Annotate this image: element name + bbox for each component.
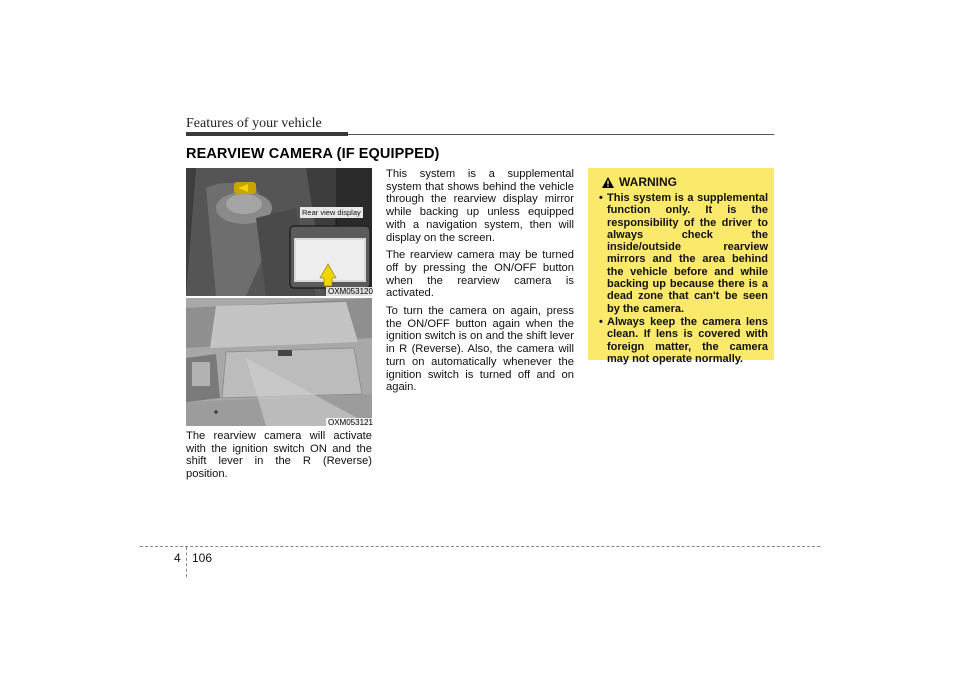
warning-header	[602, 175, 768, 189]
left-column-caption	[186, 430, 372, 486]
warning-item: • This system is a supplemental function only. It is the responsibility of the driver to always check the inside/outside rearview mirrors and the area behind the vehicle before and while backing up because there is a dead zone that can't be seen by the camera.	[596, 192, 768, 315]
chapter-number: 4	[174, 551, 181, 565]
warning-box	[588, 168, 774, 365]
header-rule-thin	[348, 134, 774, 135]
figure-code-top: OXM053120	[328, 287, 373, 296]
warning-triangle-icon	[602, 177, 614, 188]
section-heading: REARVIEW CAMERA (IF EQUIPPED)	[186, 146, 440, 162]
rear-view-display-label: Rear view display	[302, 208, 361, 217]
paragraph-3: To turn the camera on again, press the ON/OFF button again when the ignition switch is on and the shift lever in R (Reverse). Also, the camera will turn on automatically whenever the ignition switch is turned off and on again.	[386, 305, 574, 394]
warning-title: WARNING	[619, 175, 677, 189]
page-number: 106	[192, 551, 213, 565]
paragraph-1: This system is a supplemental system that shows behind the vehicle through the rearview display mirror while backing up unless equipped with a navigation system, then will display on the screen.	[386, 168, 574, 244]
caption-paragraph: The rearview camera will activate with the ignition switch ON and the shift lever in the R (Reverse) position.	[186, 430, 372, 481]
footer-rule	[140, 546, 820, 547]
shifter-mirror-illustration	[186, 168, 372, 296]
warning-item: • Always keep the camera lens clean. If lens is covered with foreign matter, the camera may not operate normally.	[596, 316, 768, 365]
figure-vehicle-rear	[186, 298, 372, 426]
page-header-title: Features of your vehicle	[186, 116, 322, 131]
figure-shifter-mirror	[186, 168, 372, 296]
warning-list	[596, 192, 768, 365]
header-rule-dark	[186, 132, 348, 136]
paragraph-2: The rearview camera may be turned off by pressing the ON/OFF button when the rearview camera is activated.	[386, 249, 574, 300]
vehicle-rear-illustration	[186, 298, 372, 426]
middle-column-text	[386, 168, 574, 399]
footer-divider	[186, 547, 187, 577]
figure-code-bottom: OXM053121	[328, 418, 373, 427]
